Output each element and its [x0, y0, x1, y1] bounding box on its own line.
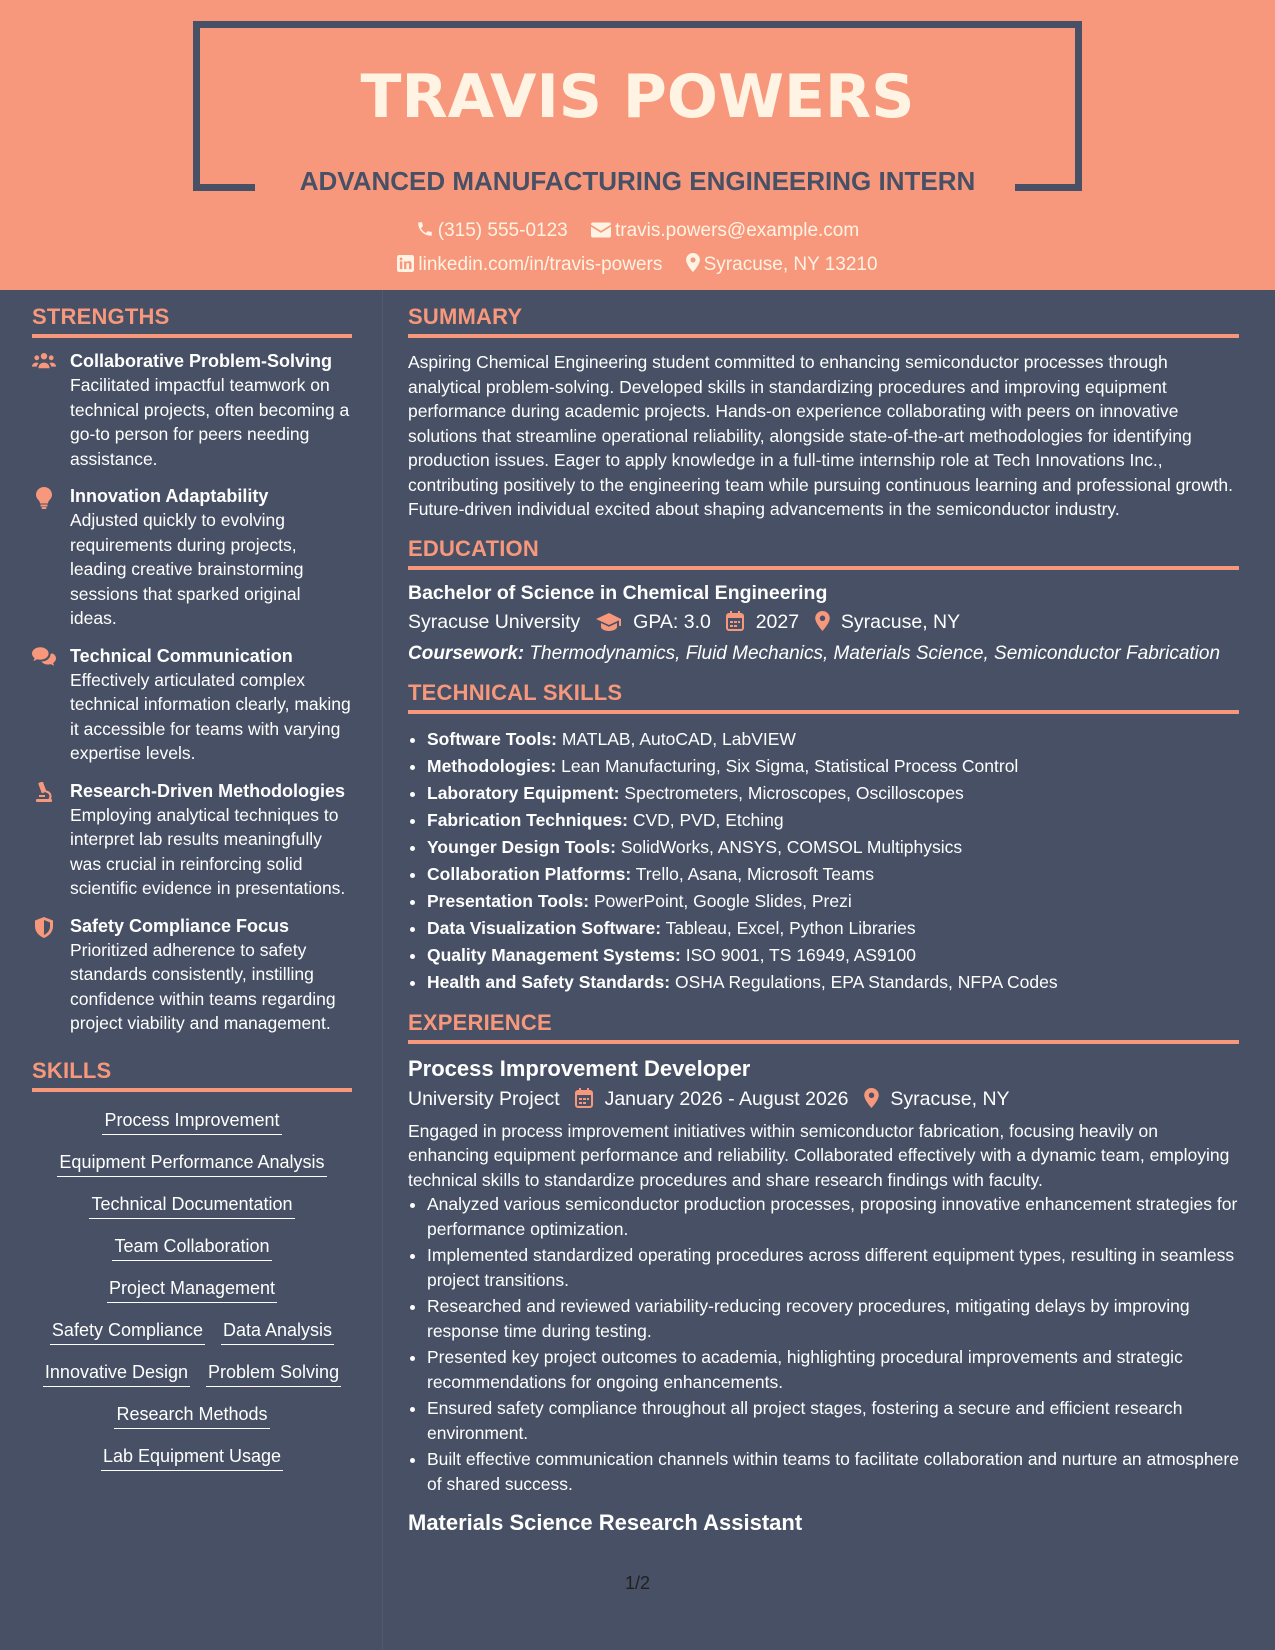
job-meta: [408, 1088, 1239, 1111]
map-pin-icon: [864, 1088, 879, 1108]
list-item: • Collaboration Platforms: Trello, Asana, Microsoft Teams: [427, 861, 1239, 888]
microscope-icon: [34, 782, 54, 803]
lightbulb-icon: [36, 487, 52, 509]
strength-description: Adjusted quickly to evolving requirements during projects, leading creative brainstorming sessions that sparked original ideas.: [70, 510, 304, 628]
users-icon: [32, 352, 56, 370]
skill-tag: Equipment Performance Analysis: [57, 1152, 326, 1177]
strength-item: [32, 645, 352, 766]
list-item: • Researched and reviewed variability-reducing recovery procedures, mitigating delays by improving response time during testing.: [427, 1294, 1239, 1343]
skill-tag: Project Management: [107, 1278, 277, 1303]
list-item: • Health and Safety Standards: OSHA Regulations, EPA Standards, NFPA Codes: [427, 969, 1239, 996]
strength-description: Prioritized adherence to safety standards consistently, instilling confidence within teams regarding project viability and management.: [70, 939, 336, 1033]
list-item: • Ensured safety compliance throughout all project stages, fostering a secure and efficient research environment.: [427, 1396, 1239, 1445]
comments-icon: [32, 647, 56, 666]
job-location: Syracuse, NY: [890, 1087, 1010, 1110]
strength-title: Technical Communication: [70, 645, 293, 666]
list-item: • Software Tools: MATLAB, AutoCAD, LabVIEW: [427, 726, 1239, 753]
header-banner: [0, 0, 1275, 290]
strength-item: [32, 350, 352, 471]
education-location: Syracuse, NY: [840, 610, 961, 633]
job-org: University Project: [408, 1087, 560, 1110]
skill-tag: Problem Solving: [206, 1362, 341, 1387]
education-meta: [408, 611, 1239, 634]
list-item: • Fabrication Techniques: CVD, PVD, Etching: [427, 807, 1239, 834]
skill-tag: Technical Documentation: [89, 1194, 294, 1219]
skill-tag: Team Collaboration: [112, 1236, 271, 1261]
contact-row-1: [0, 220, 1275, 242]
left-column: [32, 304, 352, 1488]
map-pin-icon: [686, 253, 700, 272]
technical-skills-heading: TECHNICAL SKILLS: [408, 680, 1239, 714]
strength-description: Effectively articulated complex technical information clearly, making it accessible for teams with varying expertise levels.: [70, 669, 351, 763]
list-item: • Quality Management Systems: ISO 9001, TS 16949, AS9100: [427, 942, 1239, 969]
shield-icon: [35, 917, 53, 938]
strengths-heading: STRENGTHS: [32, 304, 352, 338]
phone-contact[interactable]: (315) 555-0123: [416, 220, 573, 241]
skills-list: [32, 1106, 352, 1471]
job-description: Engaged in process improvement initiatives within semiconductor fabrication, focusing heavily on enhancing equipment performance and reliability. Collaborated effectively with a dynamic team, employing technical skills to standardize procedures and share research findings with faculty.: [408, 1120, 1230, 1190]
skill-tag: Safety Compliance: [50, 1320, 205, 1345]
location-contact: Syracuse, NY 13210: [686, 254, 878, 275]
summary-text: Aspiring Chemical Engineering student committed to enhancing semiconductor processes through analytical problem-solving. Developed skills in standardizing procedures and improving equipment performance during academic projects. Hands-on experience collaborating with peers on innovative solutions that streamline operational reliability, alongside state-of-the-art methodologies for identifying production issues. Eager to apply knowledge in a full-time internship role at Tech Innovations Inc., contributing positively to the engineering team while pursuing continuous learning and professional growth. Future-driven individual excited about shaping advancements in the semiconductor industry.: [408, 352, 1233, 519]
list-item: • Data Visualization Software: Tableau, Excel, Python Libraries: [427, 915, 1239, 942]
page-number: 1/2: [624, 1573, 651, 1593]
strength-description: Employing analytical techniques to interpret lab results meaningfully was crucial in reinforcing solid scientific evidence in presentations.: [70, 804, 346, 898]
calendar-icon: [575, 1088, 593, 1108]
graduation-year: 2027: [755, 610, 800, 633]
map-pin-icon: [815, 611, 830, 631]
job-bullets: [408, 1192, 1239, 1496]
linkedin-contact[interactable]: linkedin.com/in/travis-powers: [397, 254, 667, 275]
linkedin-icon: [397, 255, 414, 272]
right-column: [408, 304, 1239, 1542]
coursework-list: Thermodynamics, Fluid Mechanics, Materials Science, Semiconductor Fabrication: [529, 642, 1221, 664]
skill-tag: Research Methods: [114, 1404, 269, 1429]
skill-tag: Innovative Design: [43, 1362, 190, 1387]
degree-title: Bachelor of Science in Chemical Engineering: [408, 581, 828, 604]
strength-title: Collaborative Problem-Solving: [70, 351, 333, 371]
skill-tag: Data Analysis: [221, 1320, 334, 1345]
technical-skills-list: [408, 726, 1239, 996]
summary-heading: SUMMARY: [408, 304, 1239, 338]
job-title: ADVANCED MANUFACTURING ENGINEERING INTERN: [299, 166, 976, 196]
list-item: • Presented key project outcomes to academia, highlighting procedural improvements and strategic recommendations for ongoing enhancements.: [427, 1345, 1239, 1394]
column-divider: [382, 290, 383, 1650]
list-item: • Methodologies: Lean Manufacturing, Six Sigma, Statistical Process Control: [427, 753, 1239, 780]
strength-title: Innovation Adaptability: [70, 486, 269, 506]
strength-item: [32, 485, 352, 631]
skills-heading: SKILLS: [32, 1058, 352, 1092]
list-item: • Implemented standardized operating procedures across different equipment types, resulting in seamless project transitions.: [427, 1243, 1239, 1292]
school-name: Syracuse University: [408, 610, 581, 633]
list-item: • Laboratory Equipment: Spectrometers, Microscopes, Oscilloscopes: [427, 780, 1239, 807]
list-item: • Analyzed various semiconductor production processes, proposing innovative enhancement strategies for performance optimization.: [427, 1192, 1239, 1241]
strength-title: Safety Compliance Focus: [70, 915, 290, 936]
candidate-name: TRAVIS POWERS: [360, 62, 915, 132]
gpa: GPA: 3.0: [633, 610, 711, 633]
job-title-2: Materials Science Research Assistant: [408, 1510, 803, 1535]
job-dates: January 2026 - August 2026: [604, 1087, 849, 1110]
list-item: • Younger Design Tools: SolidWorks, ANSYS, COMSOL Multiphysics: [427, 834, 1239, 861]
list-item: • Built effective communication channels within teams to facilitate collaboration and nurture an atmosphere of shared success.: [427, 1447, 1239, 1496]
strength-item: [32, 780, 352, 901]
calendar-icon: [726, 611, 744, 631]
coursework: [408, 642, 1239, 666]
strength-title: Research-Driven Methodologies: [70, 780, 346, 801]
education-heading: EDUCATION: [408, 536, 1239, 570]
job-title-1: Process Improvement Developer: [408, 1055, 751, 1081]
strength-description: Facilitated impactful teamwork on technical projects, often becoming a go-to person for peers needing assistance.: [70, 375, 350, 469]
contact-row-2: [0, 253, 1275, 276]
phone-icon: [416, 220, 434, 238]
skill-tag: Process Improvement: [102, 1110, 281, 1135]
list-item: • Presentation Tools: PowerPoint, Google Slides, Prezi: [427, 888, 1239, 915]
envelope-icon: [591, 222, 611, 238]
experience-heading: EXPERIENCE: [408, 1010, 1239, 1044]
skill-tag: Lab Equipment Usage: [101, 1446, 283, 1471]
email-contact[interactable]: travis.powers@example.com: [591, 220, 859, 241]
graduation-cap-icon: [596, 613, 622, 631]
strength-item: [32, 915, 352, 1036]
coursework-label: Coursework:: [408, 642, 525, 664]
